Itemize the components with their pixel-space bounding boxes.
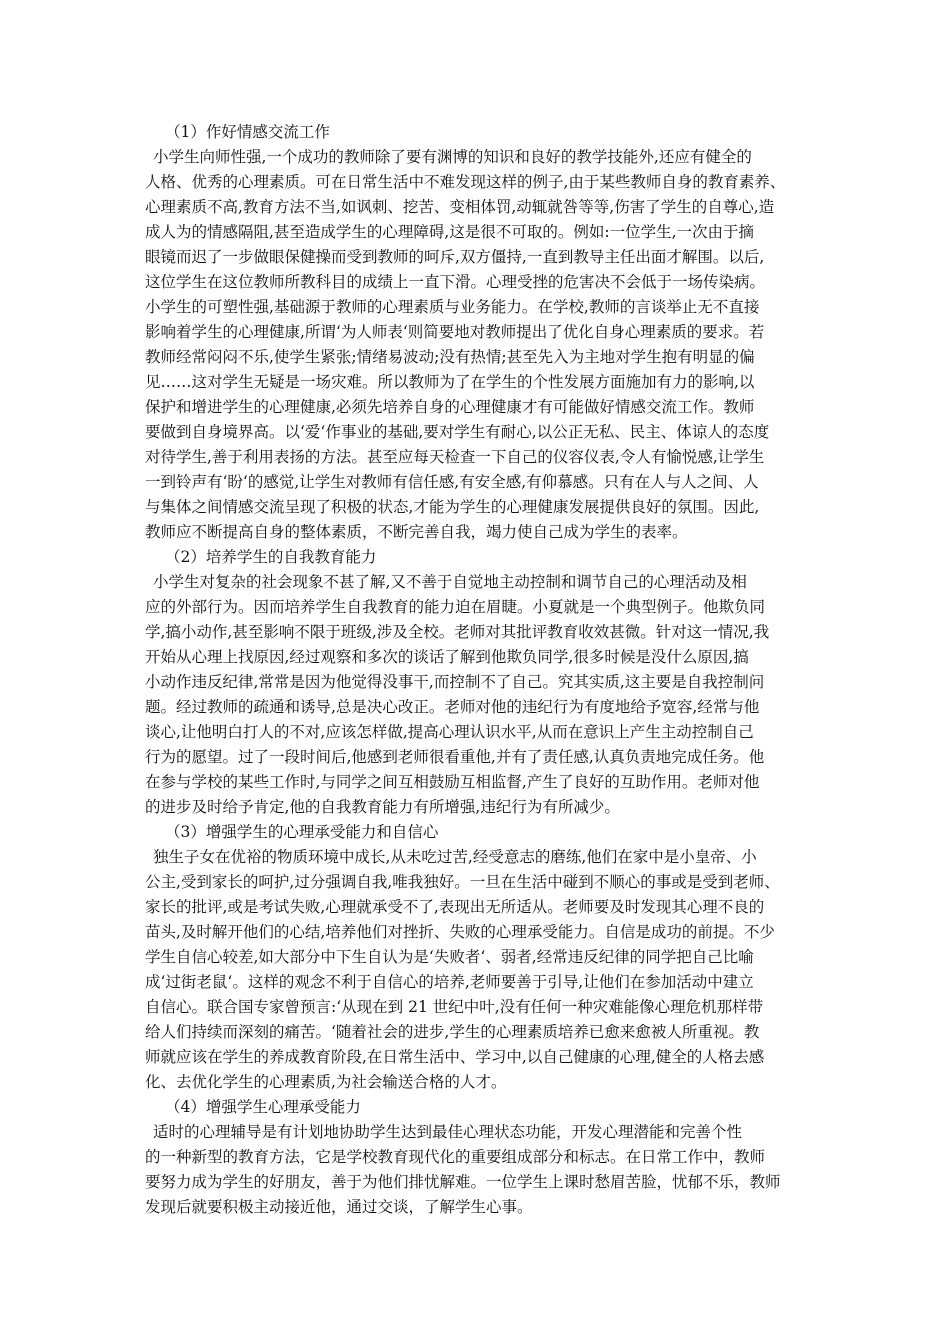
paragraph-line: 与集体之间情感交流呈现了积极的状态,才能为学生的心理健康发展提供良好的氛围。因此, xyxy=(145,498,760,516)
paragraph-line: 行为的愿望。过了一段时间后,他感到老师很看重他,并有了责任感,认真负责地完成任务。他 xyxy=(145,748,765,766)
section-heading: （1）作好情感交流工作 xyxy=(165,123,330,141)
paragraph-line: 对待学生,善于利用表扬的方法。甚至应每天检查一下自己的仪容仪表,令人有愉悦感,让学生 xyxy=(145,448,765,466)
paragraph-line: 自信心。联合国专家曾预言:‘从现在到 21 世纪中叶,没有任何一种灾难能像心理危机那样带 xyxy=(145,998,764,1016)
document-page xyxy=(145,120,817,1220)
paragraph-line: 成‘过街老鼠‘。这样的观念不利于自信心的培养,老师要善于引导,让他们在参加活动中建立 xyxy=(145,973,754,991)
paragraph-line: 这位学生在这位教师所教科目的成绩上一直下滑。心理受挫的危害决不会低于一场传染病。 xyxy=(145,273,766,291)
paragraph-line: 的进步及时给予肯定,他的自我教育能力有所增强,违纪行为有所减少。 xyxy=(145,798,620,816)
section-heading: （2）培养学生的自我教育能力 xyxy=(165,548,377,566)
paragraph-line: 独生子女在优裕的物质环境中成长,从未吃过苦,经受意志的磨练,他们在家中是小皇帝、小 xyxy=(153,848,757,866)
paragraph-line: 学,搞小动作,甚至影响不限于班级,涉及全校。老师对其批评教育收效甚微。针对这一情况,我 xyxy=(145,623,770,641)
paragraph-line: 小学生对复杂的社会现象不甚了解,又不善于自觉地主动控制和调节自己的心理活动及相 xyxy=(153,573,747,591)
paragraph-line: 开始从心理上找原因,经过观察和多次的谈话了解到他欺负同学,很多时候是没什么原因,搞 xyxy=(145,648,749,666)
paragraph-line: 学生自信心较差,如大部分中下生自认为是‘失败者‘、弱者,经常违反纪律的同学把自己比喻 xyxy=(145,948,754,966)
paragraph-line: 小动作违反纪律,常常是因为他觉得没事干,而控制不了自己。究其实质,这主要是自我控制问 xyxy=(145,673,765,691)
paragraph-line: 小学生向师性强,一个成功的教师除了要有渊博的知识和良好的教学技能外,还应有健全的 xyxy=(153,148,752,166)
paragraph-line: 成人为的情感隔阻,甚至造成学生的心理障碍,这是很不可取的。例如:一位学生,一次由于摘 xyxy=(145,223,755,241)
paragraph-line: 师就应该在学生的养成教育阶段,在日常生活中、学习中,以自己健康的心理,健全的人格去感 xyxy=(145,1048,765,1066)
paragraph-line: 家长的批评,或是考试失败,心理就承受不了,表现出无所适从。老师要及时发现其心理不良的 xyxy=(145,898,765,916)
paragraph-line: 小学生的可塑性强,基础源于教师的心理素质与业务能力。在学校,教师的言谈举止无不直接 xyxy=(145,298,760,316)
paragraph-line: 化、去优化学生的心理素质,为社会输送合格的人才。 xyxy=(145,1073,507,1091)
paragraph-line: 要做到自身境界高。以‘爱‘作事业的基础,要对学生有耐心,以公正无私、民主、体谅人的态度 xyxy=(145,423,770,441)
paragraph-line: 公主,受到家长的呵护,过分强调自我,唯我独好。一旦在生活中碰到不顺心的事或是受到老师、 xyxy=(145,873,780,891)
paragraph-line: 教师应不断提高自身的整体素质，不断完善自我，竭力使自己成为学生的表率。 xyxy=(145,523,688,541)
paragraph-line: 题。经过教师的疏通和诱导,总是决心改正。老师对他的违纪行为有度地给予宽容,经常与他 xyxy=(145,698,760,716)
paragraph-line: 发现后就要积极主动接近他，通过交谈，了解学生心事。 xyxy=(145,1198,533,1216)
paragraph-line: 应的外部行为。因而培养学生自我教育的能力迫在眉睫。小夏就是一个典型例子。他欺负同 xyxy=(145,598,766,616)
paragraph-line: 要努力成为学生的好朋友，善于为他们排忧解难。一位学生上课时愁眉苦脸，忧郁不乐，教师 xyxy=(145,1173,781,1191)
paragraph-line: 见……这对学生无疑是一场灾难。所以教师为了在学生的个性发展方面施加有力的影响,以 xyxy=(145,373,755,391)
paragraph-line: 保护和增进学生的心理健康,必须先培养自身的心理健康才有可能做好情感交流工作。教师 xyxy=(145,398,755,416)
section-heading: （4）增强学生心理承受能力 xyxy=(165,1098,361,1116)
paragraph-line: 适时的心理辅导是有计划地协助学生达到最佳心理状态功能，开发心理潜能和完善个性 xyxy=(153,1123,743,1141)
paragraph-line: 影响着学生的心理健康,所谓‘为人师表‘则简要地对教师提出了优化自身心理素质的要求。若 xyxy=(145,323,765,341)
paragraph-line: 眼镜而迟了一步做眼保健操而受到教师的呵斥,双方僵持,一直到教导主任出面才解围。以后, xyxy=(145,248,765,266)
paragraph-line: 的一种新型的教育方法，它是学校教育现代化的重要组成部分和标志。在日常工作中，教师 xyxy=(145,1148,766,1166)
paragraph-line: 心理素质不高,教育方法不当,如讽刺、挖苦、变相体罚,动辄就咎等等,伤害了学生的自尊心,造 xyxy=(145,198,775,216)
paragraph-line: 谈心,让他明白打人的不对,应该怎样做,提高心理认识水平,从而在意识上产生主动控制自己 xyxy=(145,723,754,741)
paragraph-line: 在参与学校的某些工作时,与同学之间互相鼓励互相监督,产生了良好的互助作用。老师对他 xyxy=(145,773,760,791)
section-heading: （3）增强学生的心理承受能力和自信心 xyxy=(165,823,439,841)
paragraph-line: 苗头,及时解开他们的心结,培养他们对挫折、失败的心理承受能力。自信是成功的前提。不少 xyxy=(145,923,775,941)
paragraph-line: 一到铃声有‘盼‘的感觉,让学生对教师有信任感,有安全感,有仰慕感。只有在人与人之间、人 xyxy=(145,473,759,491)
paragraph-line: 人格、优秀的心理素质。可在日常生活中不难发现这样的例子,由于某些教师自身的教育素养、 xyxy=(145,173,786,191)
paragraph-line: 教师经常闷闷不乐,使学生紧张;情绪易波动;没有热情;甚至先入为主地对学生抱有明显的偏 xyxy=(145,348,755,366)
paragraph-line: 给人们持续而深刻的痛苦。‘随着社会的进步,学生的心理素质培养已愈来愈被人所重视。教 xyxy=(145,1023,760,1041)
